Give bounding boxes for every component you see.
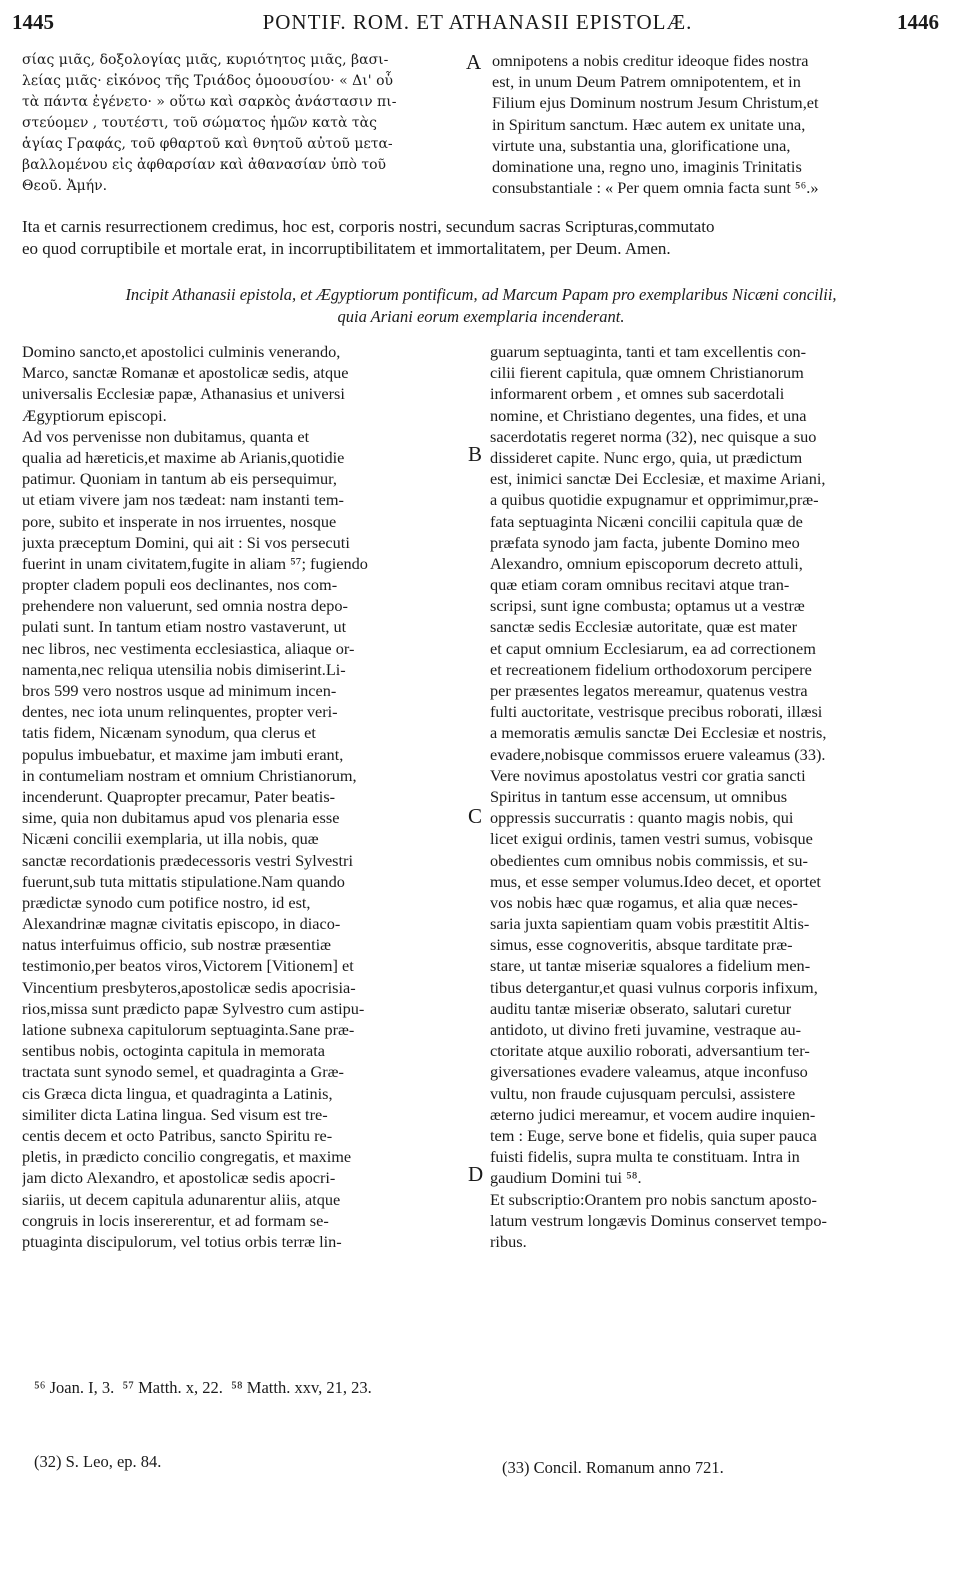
greek-line: στεύομεν , τουτέστι, τοῦ σώματος ἡμῶν κατὰ τὰς: [22, 115, 377, 131]
left-column-line: in contumeliam nostram et omnium Christianorum,: [22, 765, 357, 785]
left-column-line: latione subnexa capitulorum septuaginta.Sane præ-: [22, 1020, 355, 1039]
right-column-line: scripsi, sunt igne combusta; optamus ut a vestræ: [490, 596, 805, 616]
left-column-line: tractata sunt synodo semel, et quadraginta a Græ-: [22, 1062, 344, 1082]
running-title: PONTIF. ROM. ET ATHANASII EPISTOLÆ.: [262, 10, 693, 34]
latin-line: consubstantiale : « Per quem omnia facta sunt ⁵⁶.»: [492, 178, 819, 198]
right-column-line: Vere novimus apostolatus vestri cor gratia sancti: [490, 765, 806, 785]
right-column-line: dissideret capite. Nunc ergo, quia, ut prædictum: [490, 447, 803, 467]
section-title: [22, 284, 940, 328]
left-column-line: cis Græca dicta lingua, et quadraginta a Latinis,: [22, 1083, 333, 1103]
right-column-line: oppressis succurratis : quanto magis nobis, qui: [490, 808, 794, 828]
right-column-line: ribus.: [490, 1231, 527, 1251]
right-column-line: licet exigui ordinis, tamen vestri sumus, vobisque: [490, 829, 813, 849]
latin-line: est, in unum Deum Patrem omnipotentem, et in: [492, 72, 801, 92]
right-column-line: vos nobis hæc quæ rogamus, et alia quæ neces-: [490, 892, 798, 912]
greek-line: σίας μιᾶς, δοξολογίας μιᾶς, κυριότητος μιᾶς, βασι-: [22, 52, 389, 68]
right-column-line: a quibus quotidie expugnamur et opprimimur,præ-: [490, 490, 819, 510]
left-column-line: fuerint in unam civitatem,fugite in aliam ⁵⁷; fugiendo: [22, 553, 368, 573]
left-column-line: testimonio,per beatos viros,Victorem [Vitionem] et: [22, 956, 354, 976]
margin-marker-a: A: [466, 50, 482, 74]
left-column-line: similiter dicta Latina lingua. Sed visum est tre-: [22, 1104, 328, 1124]
greek-text-block: [22, 50, 460, 197]
left-column: [22, 341, 462, 1252]
left-column-line: Nicæni concilii exemplaria, ut illa nobis, quæ: [22, 829, 319, 849]
left-column-line: patimur. Quoniam in tantum ab eis persequimur,: [22, 469, 337, 489]
greek-line: τὰ πάντα ἐγένετο· » οὕτω καὶ σαρκὸς ἀνάστασιν πι-: [22, 94, 397, 110]
left-column-line: ut etiam vivere jam nos tædeat: nam instanti tem-: [22, 490, 344, 510]
left-column-line: universalis Ecclesiæ papæ, Athanasius et universi: [22, 384, 345, 404]
left-column-line: sentibus nobis, octoginta capitula in memorata: [22, 1041, 325, 1061]
scripture-notes: ⁵⁶ Joan. I, 3. ⁵⁷ Matth. x, 22. ⁵⁸ Matth. xxv, 21, 23.: [34, 1378, 372, 1397]
right-column-line: et caput omnium Ecclesiarum, ea ad correctionem: [490, 638, 816, 658]
greek-line: λείας μιᾶς· εἰκόνος τῆς Τριάδος ὁμοουσίου· « Δι' οὗ: [22, 73, 394, 89]
left-column-line: pletis, in prædicto concilio congregatis, et maxime: [22, 1147, 352, 1167]
right-column-line: fata septuaginta Nicæni concilii capitula quæ de: [490, 511, 803, 531]
right-column-line: informarent orbem , et omnes sub sacerdotali: [490, 384, 785, 404]
right-column-line: fuisti fidelis, supra multa te constituam. Intra in: [490, 1147, 800, 1167]
left-column-line: prædictæ synodo cum potifice nostro, id est,: [22, 892, 311, 912]
right-column-line: tem : Euge, serve bone et fidelis, quia super pauca: [490, 1125, 817, 1145]
left-column-line: populus imbuebatur, et maxime jam imbuti erant,: [22, 744, 344, 764]
latin-line: virtute una, substantia una, glorificatione una,: [492, 135, 791, 155]
left-column-line: bros 599 vero nostros usque ad minimum incen-: [22, 681, 337, 700]
right-column-line: stare, ut tantæ miseriæ squalores a fidelium men-: [490, 956, 811, 976]
greek-line: ἁγίας Γραφάς, τοῦ φθαρτοῦ καὶ θνητοῦ αὐτοῦ μετα-: [22, 136, 393, 152]
page-number-right: 1446: [897, 10, 939, 34]
left-column-line: Ad vos pervenisse non dubitamus, quanta et: [22, 426, 310, 446]
left-column-line: dentes, nec iota unum relinquentes, propter veri-: [22, 702, 338, 722]
left-column-line: congruis in locis insererentur, et ad formam se-: [22, 1210, 329, 1230]
margin-marker-b: B: [468, 442, 483, 466]
left-column-line: qualia ad hæreticis,et maxime ab Arianis,quotidie: [22, 447, 345, 467]
latin-line: omnipotens a nobis creditur ideoque fides nostra: [492, 51, 809, 70]
right-column-line: vultu, non fraude cujusquam perculsi, assistere: [490, 1083, 796, 1103]
right-column-line: mus, et esse semper volumus.Ideo decet, et oportet: [490, 871, 821, 891]
margin-marker-d: D: [468, 1162, 484, 1186]
right-column-line: auditu tantæ miseriæ obserato, salutari curetur: [490, 998, 792, 1018]
left-column-line: Domino sancto,et apostolici culminis venerando,: [22, 342, 341, 361]
left-column-line: Marco, sanctæ Romanæ et apostolicæ sedis, atque: [22, 363, 349, 383]
footnote-33: (33) Concil. Romanum anno 721.: [502, 1458, 724, 1477]
right-column-line: tibus detergantur,et quasi vulnus corporis infixum,: [490, 977, 818, 997]
latin-line: Filium ejus Dominum nostrum Jesum Christum,et: [492, 93, 819, 113]
left-column-line: Ægyptiorum episcopi.: [22, 405, 167, 425]
section-title-line: Incipit Athanasii epistola, et Ægyptiorum pontificum, ad Marcum Papam pro exemplaribus Nicæni concilii,: [125, 285, 837, 304]
full-width-paragraph: [22, 216, 940, 260]
left-column-line: propter cladem populi eos declinantes, nos com-: [22, 575, 338, 595]
left-column-line: prehendere non valuerunt, sed omnia nostra depo-: [22, 596, 348, 616]
right-column-line: guarum septuaginta, tanti et tam excellentis con-: [490, 342, 807, 361]
left-column-line: tatis fidem, Nicænam synodum, qua clerus et: [22, 723, 316, 743]
right-column-line: obedientes cum omnibus nobis commissis, et su-: [490, 850, 808, 870]
greek-line: βαλλομένου εἰς ἀφθαρσίαν καὶ ἀθανασίαν ὑπὸ τοῦ: [22, 157, 387, 173]
margin-marker-c: C: [468, 804, 483, 828]
right-column-line: præfata synodo jam facta, jubente Domino meo: [490, 532, 800, 552]
right-column-line: Alexandro, omnium episcoporum decreto attuli,: [490, 553, 803, 573]
left-column-line: pore, subito et insperate in nos irruentes, nosque: [22, 511, 337, 531]
right-column-line: fulti auctoritate, vestrisque precibus roborati, illæsi: [490, 702, 823, 722]
paragraph-line: eo quod corruptibile et mortale erat, in incorruptibilitatem et immortalitatem, per Deum. Amen.: [22, 239, 671, 258]
right-column-line: a memoratis æmulis sanctæ Dei Ecclesiæ et nostris,: [490, 723, 827, 743]
right-column-line: quæ etiam coram omnibus recitavi atque tran-: [490, 575, 790, 595]
right-column: [490, 341, 938, 1252]
right-column-line: giversationes evadere valeamus, atque inconfuso: [490, 1062, 808, 1082]
section-title-line: quia Ariani eorum exemplaria incenderant.: [337, 307, 625, 326]
paragraph-line: Ita et carnis resurrectionem credimus, hoc est, corporis nostri, secundum sacras Scripturas,commutato: [22, 217, 715, 236]
left-column-line: ptuaginta discipulorum, vel totius orbis terræ lin-: [22, 1231, 342, 1251]
left-column-line: namenta,nec reliqua utensilia nobis dimiserint.Li-: [22, 659, 346, 679]
left-column-line: pulati sunt. In tantum etiam nostro vastaverunt, ut: [22, 617, 347, 637]
right-column-line: sacerdotatis regeret norma (32), nec quisque a suo: [490, 426, 817, 446]
right-column-line: per præsentes legatos mereamur, quatenus vestra: [490, 681, 808, 700]
right-column-line: Et subscriptio:Orantem pro nobis sanctum aposto-: [490, 1189, 817, 1209]
left-column-line: sanctæ recordationis prædecessoris vestri Sylvestri: [22, 850, 353, 870]
right-column-line: ctoritate atque auxilio roborati, adversantium ter-: [490, 1041, 810, 1061]
left-column-line: Alexandrinæ magnæ civitatis episcopo, in diaco-: [22, 914, 341, 934]
right-column-line: antidoto, ut divino freti juvamine, vestraque au-: [490, 1020, 802, 1039]
left-column-line: incenderunt. Quapropter precamur, Pater beatis-: [22, 786, 336, 806]
left-column-line: sime, quia non dubitamus apud vos plenaria esse: [22, 808, 340, 828]
left-column-line: natus interfuimus officio, sub nostræ præsentiæ: [22, 935, 332, 955]
right-column-line: latum vestrum longævis Dominus conservet tempo-: [490, 1210, 827, 1230]
left-column-line: centis decem et octo Patribus, sancto Spiritu re-: [22, 1125, 333, 1145]
left-column-line: juxta præceptum Domini, qui ait : Si vos persecuti: [22, 532, 350, 552]
footnote-32: (32) S. Leo, ep. 84.: [34, 1452, 162, 1471]
right-column-line: æterno judici mereamur, et vocem audire inquien-: [490, 1104, 816, 1124]
left-column-line: fuerunt,sub tuta mittatis stipulatione.Nam quando: [22, 871, 345, 891]
latin-line: in Spiritum sanctum. Hæc autem ex unitate una,: [492, 114, 806, 134]
left-column-line: Vincentium presbyteros,apostolicæ sedis apocrisia-: [22, 977, 356, 997]
left-column-line: rios,missa sunt prædicto papæ Sylvestro cum astipu-: [22, 998, 365, 1018]
latin-text-block: [492, 50, 938, 198]
latin-line: dominatione una, regno uno, imaginis Trinitatis: [492, 156, 802, 176]
right-column-line: cilii fierent capitula, quæ omnem Christianorum: [490, 363, 804, 383]
right-column-line: Spiritus in tantum esse accensum, ut omnibus: [490, 786, 788, 806]
left-column-line: siariis, ut decem capitula adunarentur aliis, atque: [22, 1189, 341, 1209]
greek-line: Θεοῦ. Ἀμήν.: [22, 178, 108, 194]
right-column-line: gaudium Domini tui ⁵⁸.: [490, 1168, 642, 1188]
right-column-line: sanctæ sedis Ecclesiæ autoritate, quæ est mater: [490, 617, 797, 637]
right-column-line: et recreationem fidelium orthodoxorum percipere: [490, 659, 812, 679]
left-column-line: nec libros, nec vestimenta ecclesiastica, aliaque or-: [22, 638, 355, 658]
right-column-line: simus, esse cognoveritis, absque tarditate præ-: [490, 935, 793, 955]
right-column-line: nomine, et Christiano degentes, una fides, et una: [490, 405, 807, 425]
page-number-left: 1445: [12, 10, 54, 34]
right-column-line: evadere,nobisque commissos eruere valeamus (33).: [490, 744, 826, 764]
right-column-line: est, inimici sanctæ Dei Ecclesiæ, et maxime Ariani,: [490, 469, 826, 489]
right-column-line: saria juxta sapientiam quam vobis præstitit Altis-: [490, 914, 810, 934]
left-column-line: jam dicto Alexandro, et apostolicæ sedis apocri-: [22, 1168, 336, 1188]
